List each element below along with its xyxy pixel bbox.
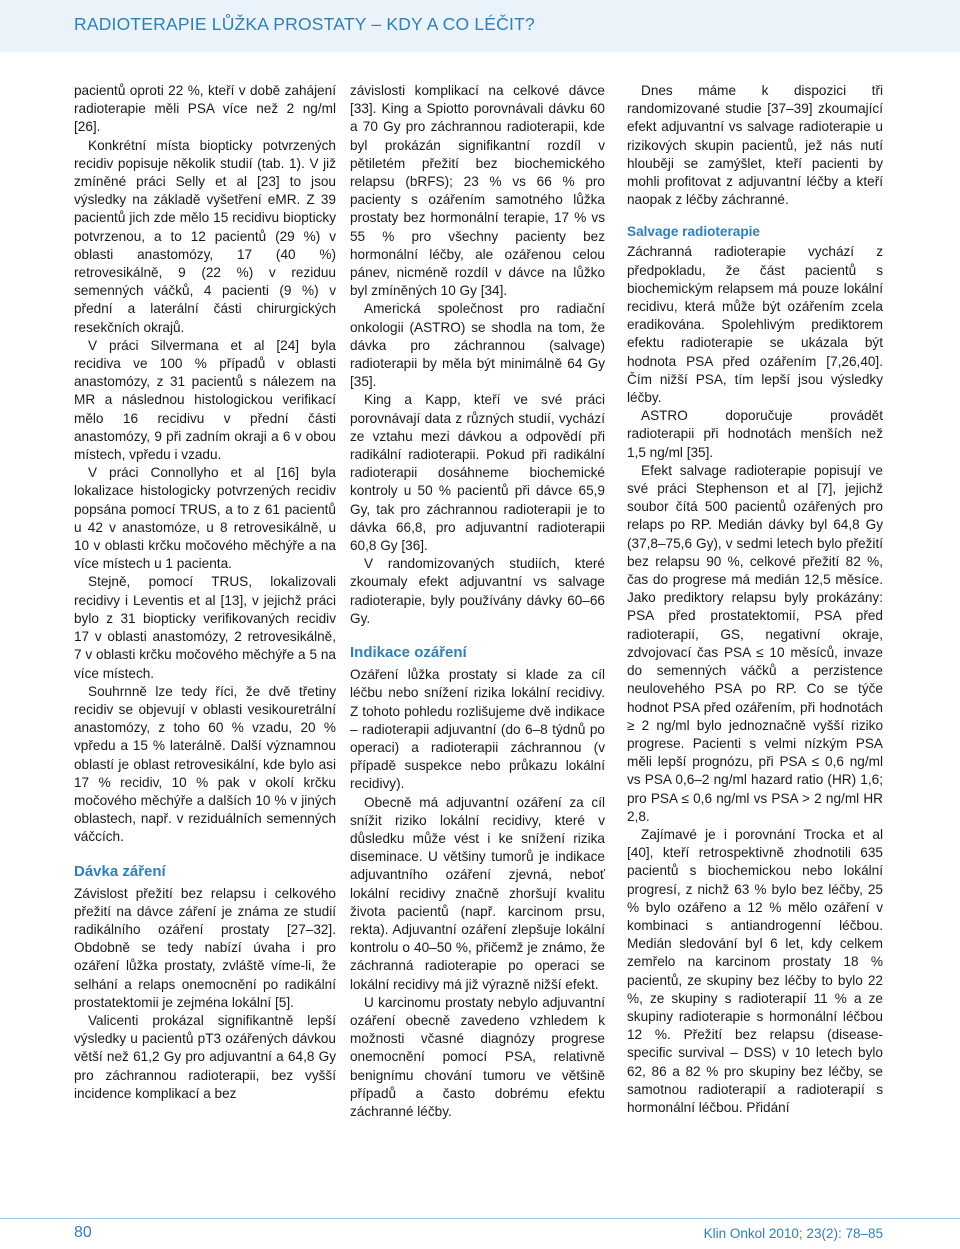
paragraph: U karcinomu prostaty nebylo adjuvantní ozáření obecně zavedeno vzhledem k možnosti včasné diagnózy progrese onemocnění pomocí PSA, relativně benignímu chování tumoru ve většině případů a často dobrému efektu záchranné léčby. <box>350 994 605 1119</box>
paragraph: Dnes máme k dispozici tři randomizované studie [37–39] zkoumající efekt adjuvantní vs salvage radioterapie u rizikových skupin pacientů, jež nás nutí hlouběji se zamýšlet, kteří pacienti by mohli profitovat z adjuvantní léčby a kteří naopak z léčby záchranné. <box>627 83 883 208</box>
paragraph: V práci Silvermana et al [24] byla recidiva ve 100 % případů v oblasti anastomózy, z 31 pacientů s nálezem na MR a následnou histologickou verifikací mělo 16 recidivu v přední části anastomózy, 9 při zadním okraji a 6 v obou místech, vpředu i vzadu. <box>74 337 336 463</box>
paragraph: ASTRO doporučuje provádět radioterapii při hodnotách menších než 1,5 ng/ml [35]. <box>627 408 883 460</box>
section-heading-indikace-ozareni: Indikace ozáření <box>350 644 467 662</box>
paragraph: V randomizovaných studiích, které zkoumaly efekt adjuvantní vs salvage radioterapie, byly používány dávky 60–66 Gy. <box>350 556 605 626</box>
paragraph: pacientů oproti 22 %, kteří v době zahájení radioterapie měli PSA více než 2 ng/ml [26]. <box>74 83 336 135</box>
running-header-title: RADIOTERAPIE LŮŽKA PROSTATY – KDY A CO LÉČIT? <box>74 14 535 34</box>
column-middle <box>350 82 605 1121</box>
paragraph: V práci Connollyho et al [16] byla lokalizace histologicky potvrzených recidiv popsána pomocí TRUS, a to z 61 pacientů u 42 v anastomóze, u 8 retrovesikálně, u 10 v oblasti krčku močového měchýře a na více místech u 1 pacienta. <box>74 465 336 572</box>
paragraph: King a Kapp, kteří ve své práci porovnávají data z různých studií, vychází ze vztahu mezi dávkou a odpovědí při radikální radioterapii. Pokud při radikální radioterapii dosáhneme biochemické kontroly u 50 % pacientů při dávce 65,9 Gy, tak pro záchrannou radioterapii je to dávka 66,8, pro adjuvantní radioterapii 60,8 Gy [36]. <box>350 392 605 554</box>
paragraph: Obecně má adjuvantní ozáření za cíl snížit riziko lokální recidivy, které v důsledku může vést i ke snížení rizika diseminace. U většiny tumorů je indikace adjuvantního ozáření zjevná, neboť lokální recidivy značně zhoršují kvalitu života pacientů (např. karcinom prsu, rekta). Adjuvantní ozáření zlepšuje lokální kontrolu o 40–50 %, přičemž je známo, že záchranná radioterapie po operaci se lokální recidivy má již výrazně nižší efekt. <box>350 794 605 992</box>
footer-divider <box>0 1218 960 1219</box>
paragraph: Stejně, pomocí TRUS, lokalizovali recidivy i Leventis et al [13], v jejichž práci bylo z 31 biopticky verifikovaných recidiv 17 v oblasti anastomózy, 2 retrovesikálně, 7 v oblasti krčku močového měchýře a 5 na více místech. <box>74 574 336 681</box>
paragraph: závislosti komplikací na celkové dávce [33]. King a Spiotto porovnávali dávku 60 a 70 Gy pro záchrannou radioterapii, kde byl prokázán signifikantní rozdíl v pětiletém přežití bez biochemického relapsu (bRFS); 23 % vs 66 % pro pacienty s ozářením samotného lůžka prostaty bez hormonální terapie, 17 % vs 55 % pro všechny pacienty bez hormonální léčby, ale ozářenou celou pánev, nicméně rozdíl v dávce na lůžko byl zmíněných 10 Gy [34]. <box>350 83 605 299</box>
paragraph: Záchranná radioterapie vychází z předpokladu, že část pacientů s biochemickým relapsem má pouze lokální recidivu, která může být ozářením zcela eradikována. Spolehlivým prediktorem efektu radioterapie se ukázala být hodnota PSA před ozářením [7,26,40]. Čím nižší PSA, tím lepší jsou výsledky léčby. <box>627 244 883 406</box>
column-right <box>627 82 883 1117</box>
journal-citation: Klin Onkol 2010; 23(2): 78–85 <box>703 1226 883 1241</box>
paragraph: Efekt salvage radioterapie popisují ve své práci Stephenson et al [7], jejichž soubor čítá 500 pacientů ozářených pro relaps po RP. Medián dávky byl 64,8 Gy (37,8–75,6 Gy), v sedmi letech bylo přežití bez relapsu 90 %, celkové přežití 82 %, čas do progrese má medián 12,5 měsíce. Jako prediktory relapsu byly prokázány: PSA před prostatektomií, PSA před radioterapií, GS, negativní okraje, zdvojovací čas PSA ≤ 10 měsíců, invaze do semenných váčků a perzistence neulovehého PSA po RP. Co se týče hodnot PSA před ozářením, při hodnotách ≥ 2 ng/ml bylo jednoznačně vyšší riziko progrese. Pacienti s velmi nízkým PSA měli lepší prognózu, při PSA ≤ 0,6 ng/ml vs PSA 0,6–2 ng/ml hazard ratio (HR) 1,6; pro PSA ≤ 0,6 ng/ml vs PSA > 2 ng/ml HR 2,8. <box>627 462 883 824</box>
page-footer <box>0 1218 960 1249</box>
page-number: 80 <box>74 1224 92 1241</box>
paragraph: Závislost přežití bez relapsu i celkového přežití na dávce záření je známa ze studií radikálního ozáření prostaty [27–32]. Obdobně se tedy nabízí úvaha i pro ozáření lůžka prostaty, zvláště víme-li, že selhání a relaps onemocnění po radikální prostatektomii je zejména lokální [5]. <box>74 885 336 1010</box>
running-header <box>0 0 960 52</box>
paragraph: Americká společnost pro radiační onkologii (ASTRO) se shodla na tom, že dávka pro záchrannou (salvage) radioterapii by měla být minimálně 64 Gy [35]. <box>350 301 605 390</box>
column-left <box>74 82 336 1103</box>
paragraph: Ozáření lůžka prostaty si klade za cíl léčbu nebo snížení rizika lokální recidivy. Z tohoto pohledu rozlišujeme dvě indikace – radioterapii adjuvantní (do 6–8 týdnů po operaci) a radioterapii záchrannou (v případě suspekce nebo průkazu lokální recidivy). <box>350 667 605 792</box>
paragraph: Zajímavé je i porovnání Trocka et al [40], kteří retrospektivně zhodnotili 635 pacientů s biochemickou nebo lokální progresí, z nichž 63 % bylo bez léčby, 25 % bylo ozářeno a 12 % mělo ozáření v kombinaci s antiandrogenní léčbou. Medián sledování byl 6 let, kdy celkem zemřelo na karcinom prostaty 18 % pacientů, ze skupiny bez léčby to bylo 22 %, ze skupiny s radioterapií 11 % a ze skupiny radioterapie s hormonální léčbou 12 %. Přežití bez relapsu (disease-specific survival – DSS) v 10 letech bylo 62, 86 a 82 % pro skupiny bez léčby, se samotnou radioterapií a radioterapií s hormonální léčbou. Přidání <box>627 826 883 1115</box>
section-heading-davka-zareni: Dávka záření <box>74 862 166 880</box>
section-heading-salvage-radioterapie: Salvage radioterapie <box>627 224 760 240</box>
paragraph: Valicenti prokázal signifikantně lepší výsledky u pacientů pT3 ozářených dávkou větší než 61,2 Gy pro adjuvantní a 64,8 Gy pro záchrannou radioterapii, bez vyšší incidence komplikací a bez <box>74 1012 336 1101</box>
paragraph: Souhrnně lze tedy říci, že dvě třetiny recidiv se objevují v oblasti vesikouretrální anastomózy, z toho 60 % vzadu, 20 % vpředu a 15 % laterálně. Další významnou oblastí je oblast retrovesikální, kde bylo asi 17 % recidiv, 10 % pak v okolí krčku močového měchýře a dalších 10 % v jiných oblastech, např. v reziduálních semenných váčcích. <box>74 683 336 845</box>
paragraph: Konkrétní místa biopticky potvrzených recidiv popisuje několik studií (tab. 1). V již zmíněné práci Selly et al [23] to jsou výsledky na základě vyšetření eMR. Z 39 pacientů jich zde mělo 15 recidivu biopticky potvrzenou, a to 12 pacientů (29 %) v oblasti anastomózy, 17 (40 %) retrovesikálně, 9 (22 %) v reziduu semenných váčků, 4 pacienti (9 %) v přední a laterální části chirurgických resekčních okrajů. <box>74 137 336 335</box>
